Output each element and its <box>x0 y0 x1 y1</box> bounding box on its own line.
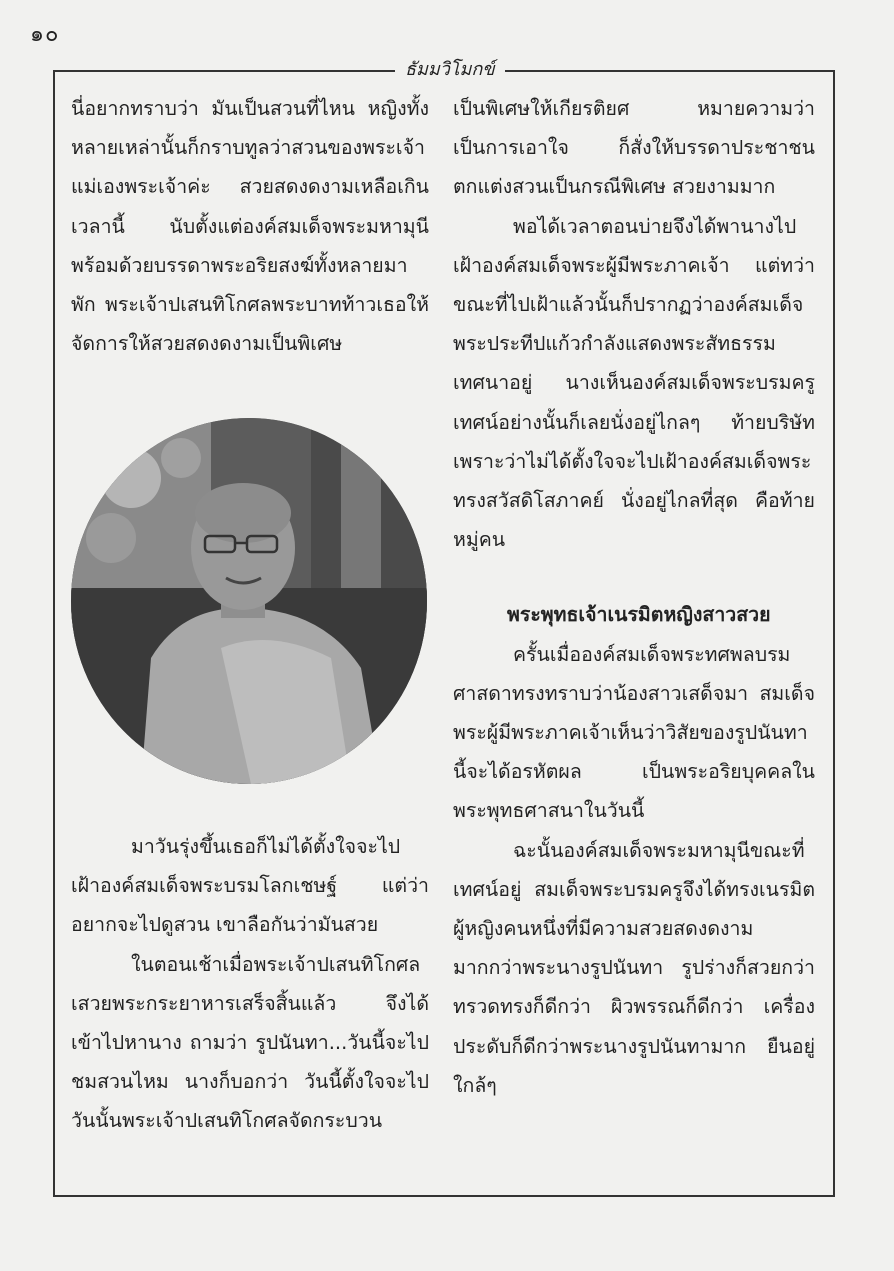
paragraph: เป็นพิเศษให้เกียรติยศ หมายความว่าเป็นการเอาใจ ก็สั่งให้บรรดาประชาชนตกแต่งสวนเป็นกรณีพิเศษ สวยงามมาก <box>453 97 815 199</box>
paragraph: นี่อยากทราบว่า มันเป็นสวนที่ไหน หญิงทั้งหลายเหล่านั้นก็กราบทูลว่าสวนของพระเจ้าแม่เองพระเจ้าค่ะ สวยสดงดงามเหลือเกินเวลานี้ นับตั้งแต่องค์สมเด็จพระมหามุนีพร้อมด้วยบรรดาพระอริยสงฆ์ทั้งหลายมาพัก พระเจ้าปเสนทิโกศลพระบาทท้าวเธอให้จัดการให้สวยสดงดงามเป็นพิเศษ <box>71 97 429 356</box>
running-head: ธัมมวิโมกข์ <box>395 54 505 83</box>
left-column-top <box>71 89 429 363</box>
right-column <box>453 89 815 1105</box>
section-heading: พระพุทธเจ้าเนรมิตหญิงสาวสวย <box>507 603 771 627</box>
paragraph: ครั้นเมื่อองค์สมเด็จพระทศพลบรมศาสดาทรงทราบว่าน้องสาวเสด็จมา สมเด็จพระผู้มีพระภาคเจ้าเห็นว่าวิสัยของรูปนันทานี้จะได้อรหัตผล เป็นพระอริยบุคคลในพระพุทธศาสนาในวันนี้ <box>453 642 815 823</box>
paragraph: พอได้เวลาตอนบ่ายจึงได้พานางไปเฝ้าองค์สมเด็จพระผู้มีพระภาคเจ้า แต่ทว่าขณะที่ไปเฝ้าแล้วนั้นก็ปรากฏว่าองค์สมเด็จพระประทีปแก้วกำลังแสดงพระสัทธรรมเทศนาอยู่ นางเห็นองค์สมเด็จพระบรมครูเทศน์อย่างนั้นก็เลยนั่งอยู่ไกลๆ ท้ายบริษัท เพราะว่าไม่ได้ตั้งใจจะไปเฝ้าองค์สมเด็จพระทรงสวัสดิโสภาคย์ นั่งอยู่ไกลที่สุด คือท้ายหมู่คน <box>453 214 815 552</box>
paragraph: ฉะนั้นองค์สมเด็จพระมหามุนีขณะที่เทศน์อยู่ สมเด็จพระบรมครูจึงได้ทรงเนรมิตผู้หญิงคนหนึ่งที่มีความสวยสดงดงามมากกว่าพระนางรูปนันทา รูปร่างก็สวยกว่า ทรวดทรงก็ดีกว่า ผิวพรรณก็ดีกว่า เครื่องประดับก็ดีกว่าพระนางรูปนันทามาก ยืนอยู่ใกล้ๆ <box>453 838 815 1097</box>
left-column-bottom <box>71 827 429 1141</box>
portrait-image <box>71 418 427 784</box>
paragraph: ในตอนเช้าเมื่อพระเจ้าปเสนทิโกศลเสวยพระกระยาหารเสร็จสิ้นแล้ว จึงได้เข้าไปหานาง ถามว่า รูปนันทา...วันนี้จะไปชมสวนไหม นางก็บอกว่า วันนี้ตั้งใจจะไป วันนั้นพระเจ้าปเสนทิโกศลจัดกระบวน <box>71 952 429 1133</box>
monk-portrait-photo <box>71 418 427 784</box>
page-number: ๑๐ <box>30 22 60 47</box>
paragraph: มาวันรุ่งขึ้นเธอก็ไม่ได้ตั้งใจจะไปเฝ้าองค์สมเด็จพระบรมโลกเชษฐ์ แต่ว่าอยากจะไปดูสวน เขาลือกันว่ามันสวย <box>71 835 429 937</box>
